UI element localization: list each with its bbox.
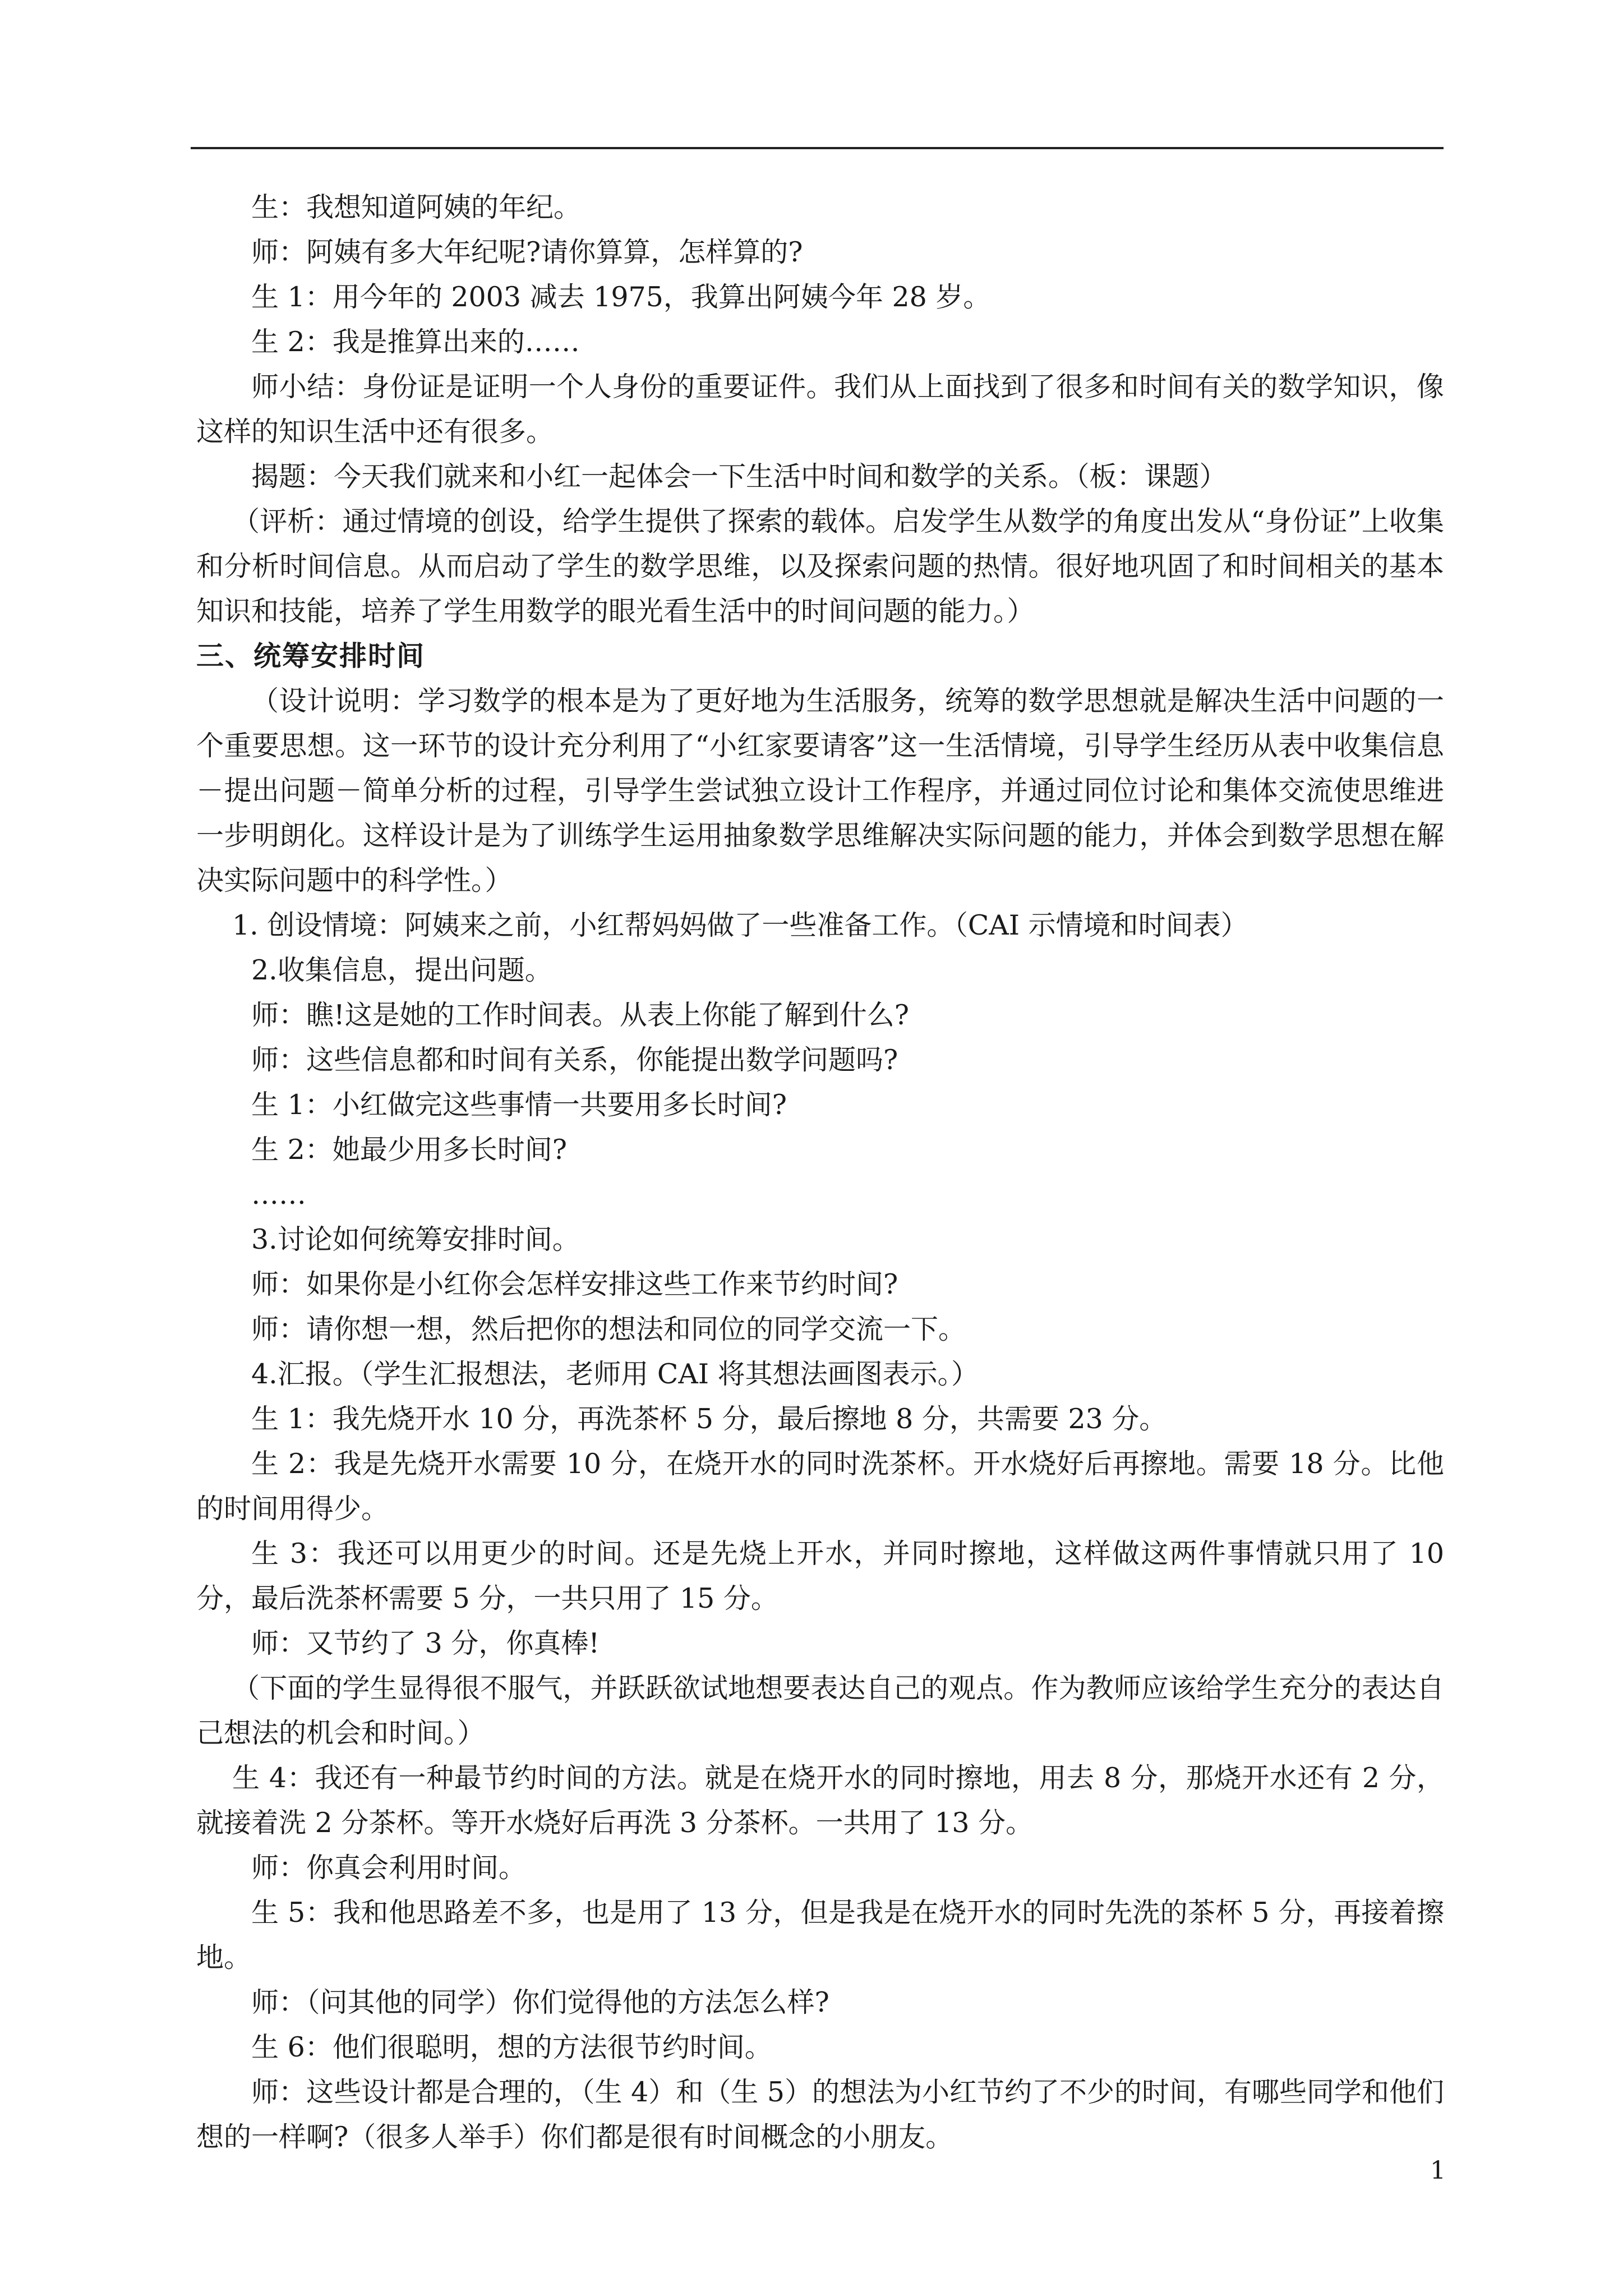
paragraph: 生 2：我是推算出来的…… — [251, 326, 580, 358]
paragraph: 师小结：身份证是证明一个人身份的重要证件。我们从上面找到了很多和时间有关的数学知识，像这样的知识生活中还有很多。 — [196, 371, 1444, 448]
paragraph: 师：如果你是小红你会怎样安排这些工作来节约时间? — [251, 1268, 898, 1300]
paragraph: 生 3：我还可以用更少的时间。还是先烧上开水，并同时擦地，这样做这两件事情就只用了 10 分，最后洗茶杯需要 5 分，一共只用了 15 分。 — [196, 1538, 1444, 1614]
paragraph: 师：请你想一想，然后把你的想法和同位的同学交流一下。 — [251, 1313, 966, 1345]
header-rule — [191, 147, 1444, 149]
paragraph: 1. 创设情境：阿姨来之前，小红帮妈妈做了一些准备工作。（CAI 示情境和时间表） — [232, 909, 1248, 941]
paragraph: 师：这些信息都和时间有关系，你能提出数学问题吗? — [251, 1044, 898, 1076]
paragraph: 师：你真会利用时间。 — [251, 1852, 527, 1884]
paragraph: 师：阿姨有多大年纪呢?请你算算，怎样算的? — [251, 236, 803, 268]
paragraph: 师：这些设计都是合理的，（生 4）和（生 5）的想法为小红节约了不少的时间，有哪些同学和他们想的一样啊?（很多人举手）你们都是很有时间概念的小朋友。 — [196, 2076, 1445, 2153]
paragraph: 生 2：我是先烧开水需要 10 分，在烧开水的同时洗茶杯。开水烧好后再擦地。需要 18 分。比他的时间用得少。 — [196, 1448, 1444, 1525]
paragraph: 师：（问其他的同学）你们觉得他的方法怎么样? — [251, 1986, 829, 2018]
paragraph: （设计说明：学习数学的根本是为了更好地为生活服务，统筹的数学思想就是解决生活中问题的一个重要思想。这一环节的设计充分利用了“小红家要请客”这一生活情境，引导学生经历从表中收集信息－提出问题－简单分析的过程，引导学生尝试独立设计工作程序，并通过同位讨论和集体交流使思维进一步明朗化。这样设计是为了训练学生运用抽象数学思维解决实际问题的能力，并体会到数学思想在解决实际问题中的科学性。） — [196, 685, 1444, 896]
paragraph: 生 4：我还有一种最节约时间的方法。就是在烧开水的同时擦地，用去 8 分，那烧开水还有 2 分，就接着洗 2 分茶杯。等开水烧好后再洗 3 分茶杯。一共用了 13 分。 — [196, 1762, 1444, 1839]
paragraph: …… — [251, 1179, 306, 1211]
paragraph: 师：又节约了 3 分，你真棒! — [251, 1627, 600, 1659]
paragraph: 生 1：我先烧开水 10 分，再洗茶杯 5 分，最后擦地 8 分，共需要 23 分。 — [251, 1403, 1167, 1435]
paragraph: 师：瞧!这是她的工作时间表。从表上你能了解到什么? — [251, 999, 909, 1031]
paragraph: 2.收集信息，提出问题。 — [251, 954, 552, 986]
paragraph: 生 5：我和他思路差不多，也是用了 13 分，但是我是在烧开水的同时先洗的茶杯 5 分，再接着擦地。 — [196, 1897, 1444, 1973]
paragraph: 生 1：用今年的 2003 减去 1975，我算出阿姨今年 28 岁。 — [251, 281, 991, 313]
paragraph: 揭题：今天我们就来和小红一起体会一下生活中时间和数学的关系。（板：课题） — [251, 461, 1227, 493]
paragraph: 生：我想知道阿姨的年纪。 — [251, 191, 582, 223]
paragraph: 生 2：她最少用多长时间? — [251, 1134, 568, 1166]
section-heading: 三、统筹安排时间 — [196, 640, 426, 672]
paragraph: 4.汇报。（学生汇报想法，老师用 CAI 将其想法画图表示。） — [251, 1358, 979, 1390]
paragraph: 3.讨论如何统筹安排时间。 — [251, 1223, 580, 1255]
page-number: 1 — [1430, 2156, 1446, 2185]
paragraph: （评析：通过情境的创设，给学生提供了探索的载体。启发学生从数学的角度出发从“身份证”上收集和分析时间信息。从而启动了学生的数学思维，以及探索问题的热情。很好地巩固了和时间相关的基本知识和技能，培养了学生用数学的眼光看生活中的时间问题的能力。） — [196, 505, 1444, 627]
paragraph: 生 6：他们很聪明，想的方法很节约时间。 — [251, 2031, 772, 2063]
paragraph: （下面的学生显得很不服气，并跃跃欲试地想要表达自己的观点。作为教师应该给学生充分的表达自己想法的机会和时间。） — [196, 1672, 1444, 1749]
paragraph: 生 1：小红做完这些事情一共要用多长时间? — [251, 1089, 787, 1121]
document-body — [196, 185, 1444, 2160]
